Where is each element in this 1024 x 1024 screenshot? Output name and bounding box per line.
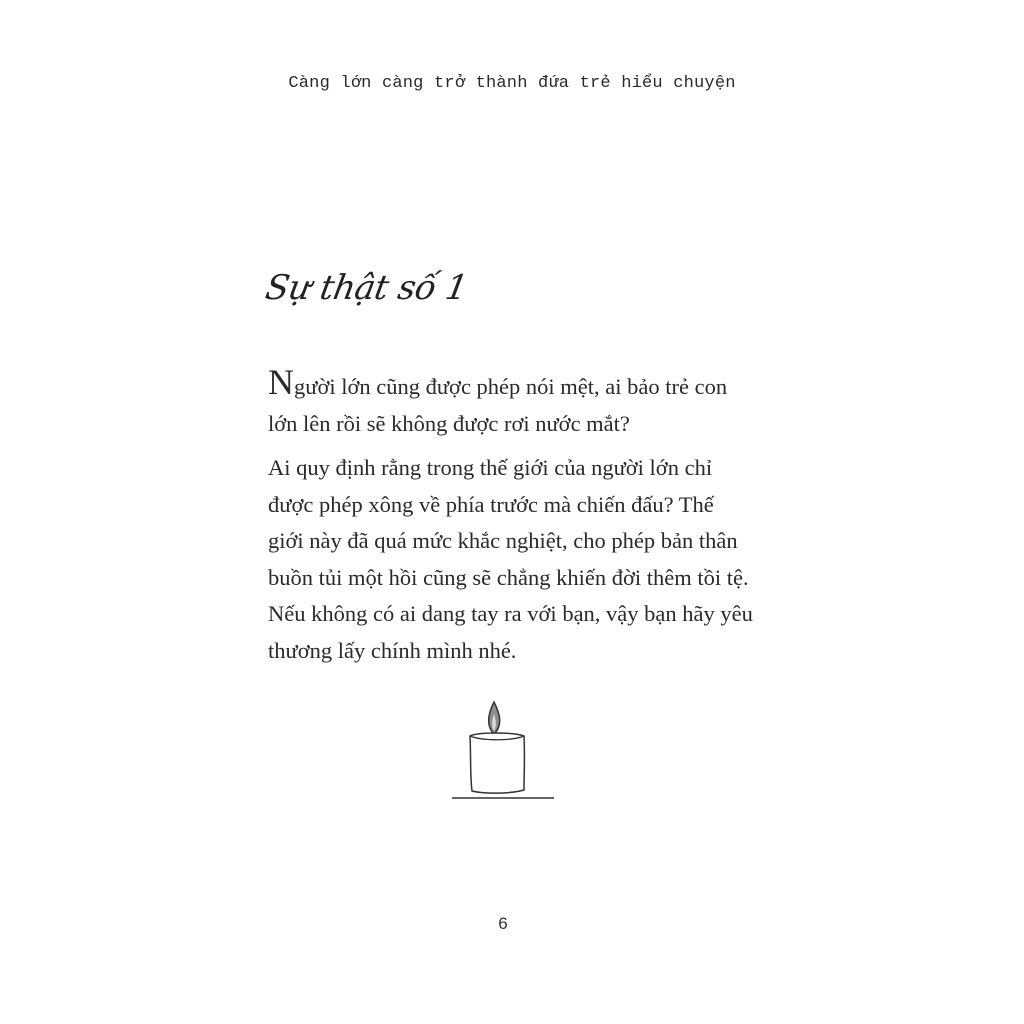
paragraph-1-text: gười lớn cũng được phép nói mệt, ai bảo trẻ con lớn lên rồi sẽ không được rơi nước mắt? bbox=[268, 374, 728, 436]
running-header: Càng lớn càng trở thành đứa trẻ hiểu chuyện bbox=[288, 74, 736, 93]
candle-icon bbox=[448, 698, 560, 802]
drop-cap: N bbox=[268, 362, 294, 402]
chapter-title: Sự thật số 1 bbox=[262, 268, 471, 308]
paragraph-1 bbox=[268, 364, 754, 442]
body-text bbox=[268, 364, 754, 677]
paragraph-2: Ai quy định rằng trong thế giới của người lớn chỉ được phép xông về phía trước mà chiến đấu? Thế giới này đã quá mức khắc nghiệt, cho phép bản thân buồn tủi một hồi cũng sẽ chẳng khiến đời thêm tồi tệ. Nếu không có ai dang tay ra với bạn, vậy bạn hãy yêu thương lấy chính mình nhé. bbox=[268, 455, 753, 663]
page-number: 6 bbox=[498, 914, 508, 933]
